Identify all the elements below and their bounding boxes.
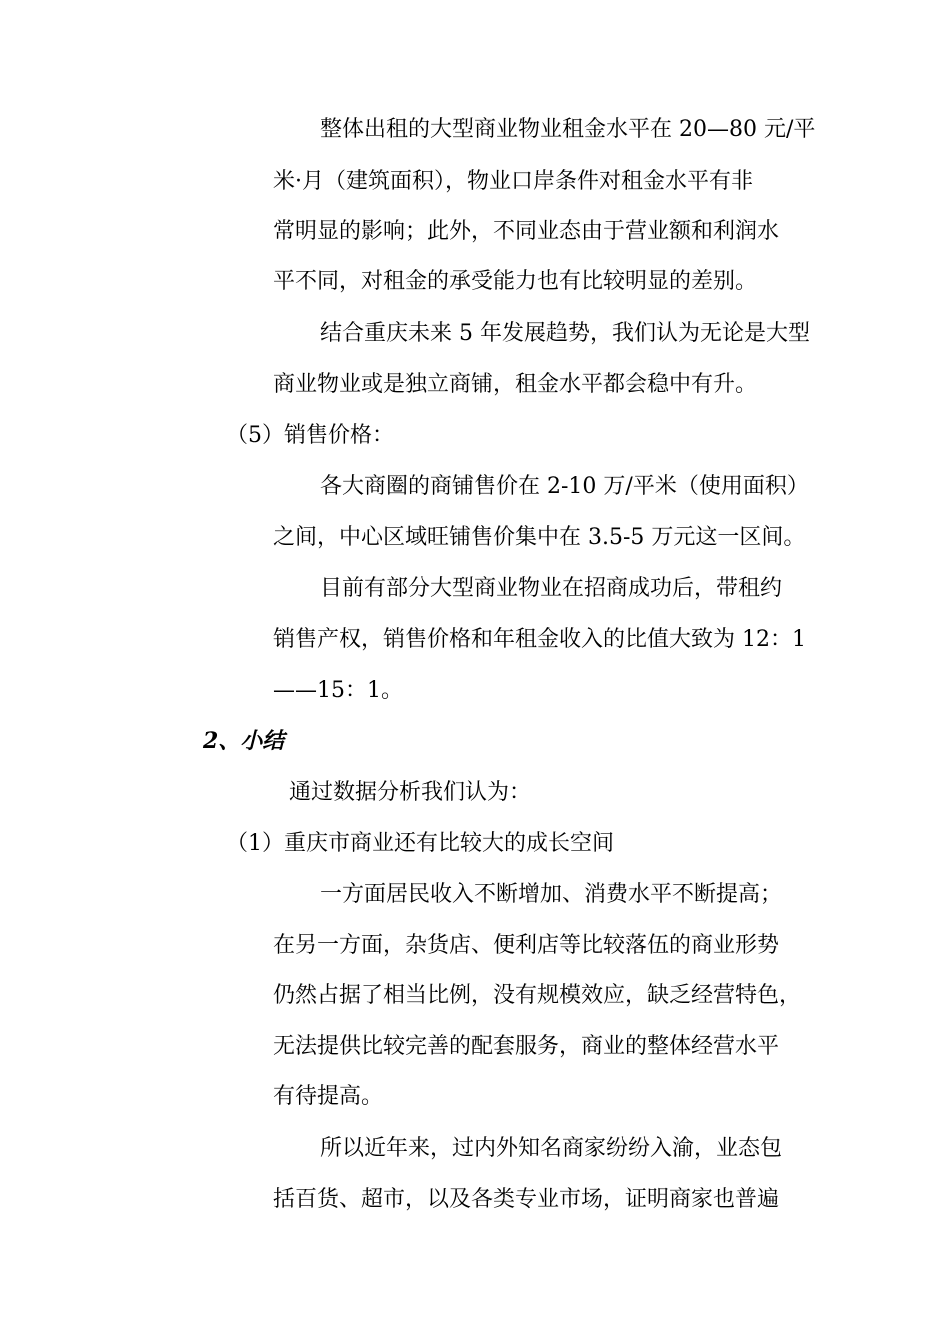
rent-line-4: 平不同，对租金的承受能力也有比较明显的差别。 bbox=[273, 269, 758, 294]
section-5-title: （5）销售价格： bbox=[226, 423, 394, 448]
rent-line-2: 米·月（建筑面积），物业口岸条件对租金水平有非 bbox=[273, 169, 753, 194]
brands-line-1: 所以近年来，过内外知名商家纷纷入渝，业态包 bbox=[320, 1136, 783, 1161]
ratio-line-2: 销售产权，销售价格和年租金收入的比值大致为 12：1 bbox=[273, 627, 806, 652]
rent-line-1: 整体出租的大型商业物业租金水平在 20—80 元/平 bbox=[320, 117, 816, 142]
trend-line-2: 商业物业或是独立商铺，租金水平都会稳中有升。 bbox=[273, 372, 758, 397]
growth-line-3: 仍然占据了相当比例，没有规模效应，缺乏经营特色， bbox=[273, 983, 802, 1008]
price-line-2: 之间，中心区域旺铺售价集中在 3.5-5 万元这一区间。 bbox=[273, 525, 806, 550]
trend-line-1: 结合重庆未来 5 年发展趋势，我们认为无论是大型 bbox=[320, 321, 810, 346]
summary-intro: 通过数据分析我们认为： bbox=[289, 780, 532, 805]
ratio-line-3: ——15：1。 bbox=[273, 678, 403, 703]
section-1-title: （1）重庆市商业还有比较大的成长空间 bbox=[226, 831, 614, 856]
growth-line-4: 无法提供比较完善的配套服务，商业的整体经营水平 bbox=[273, 1034, 780, 1059]
growth-line-2: 在另一方面，杂货店、便利店等比较落伍的商业形势 bbox=[273, 933, 780, 958]
ratio-line-1: 目前有部分大型商业物业在招商成功后，带租约 bbox=[320, 576, 783, 601]
rent-line-3: 常明显的影响；此外，不同业态由于营业额和利润水 bbox=[273, 219, 780, 244]
price-line-1: 各大商圈的商铺售价在 2-10 万/平米（使用面积） bbox=[320, 474, 809, 499]
growth-line-1: 一方面居民收入不断增加、消费水平不断提高； bbox=[320, 882, 783, 907]
summary-heading: 2、小结 bbox=[203, 728, 285, 754]
brands-line-2: 括百货、超市，以及各类专业市场，证明商家也普遍 bbox=[273, 1187, 780, 1212]
growth-line-5: 有待提高。 bbox=[273, 1084, 384, 1109]
